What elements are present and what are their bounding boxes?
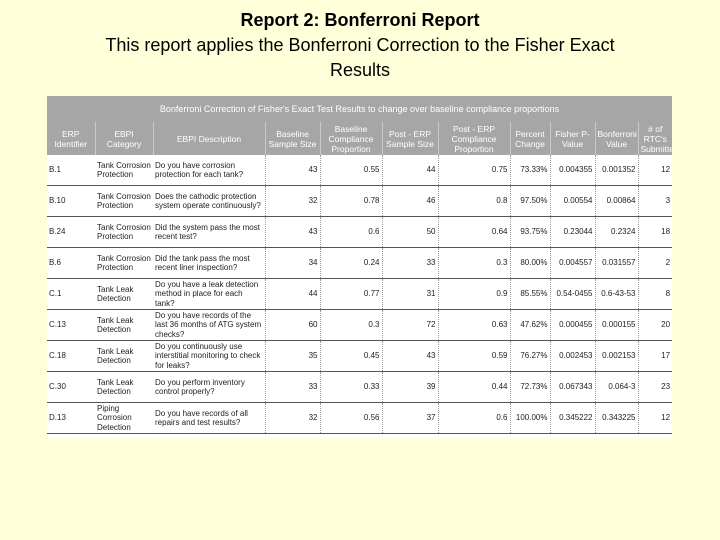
table-cell: 100.00% — [510, 403, 550, 434]
column-header: Percent Change — [510, 122, 550, 155]
table-cell: 0.8 — [438, 186, 510, 217]
column-header: Baseline Sample Size — [265, 122, 320, 155]
table-cell: 85.55% — [510, 279, 550, 310]
table-row — [47, 403, 672, 434]
table-cell: 0.002453 — [550, 341, 595, 372]
table-cell: Did the tank pass the most recent liner inspection? — [153, 248, 265, 279]
table-row — [47, 310, 672, 341]
table-cell: 93.75% — [510, 217, 550, 248]
table-cell: Piping Corrosion Detection — [95, 403, 153, 434]
table-cell: 31 — [382, 279, 438, 310]
table-cell: 0.2324 — [595, 217, 638, 248]
table-row — [47, 155, 672, 186]
table-cell: 47.62% — [510, 310, 550, 341]
table-cell: 0.004355 — [550, 155, 595, 186]
table-row — [47, 372, 672, 403]
table-cell: C.30 — [47, 372, 95, 403]
table-cell: 46 — [382, 186, 438, 217]
column-header: # of RTC's Submitted — [638, 122, 672, 155]
table-cell: C.1 — [47, 279, 95, 310]
column-header: ERP Identifier — [47, 122, 95, 155]
table-cell: C.13 — [47, 310, 95, 341]
table-cell: 43 — [265, 217, 320, 248]
table-cell: Tank Leak Detection — [95, 310, 153, 341]
table-cell: Tank Corrosion Protection — [95, 248, 153, 279]
table-cell: 0.067343 — [550, 372, 595, 403]
table-cell: 0.63 — [438, 310, 510, 341]
table-cell: 32 — [265, 403, 320, 434]
table-row — [47, 341, 672, 372]
table-cell: 23 — [638, 372, 672, 403]
table-cell: Do you have records of the last 36 months of ATG system checks? — [153, 310, 265, 341]
bonferroni-table — [47, 96, 679, 434]
table-cell: Tank Leak Detection — [95, 341, 153, 372]
table-cell: 50 — [382, 217, 438, 248]
table-row — [47, 248, 672, 279]
title-line-2: This report applies the Bonferroni Correction to the Fisher Exact — [105, 35, 615, 55]
column-header: EBPI Category — [95, 122, 153, 155]
table-cell: 32 — [265, 186, 320, 217]
table-cell: 12 — [638, 403, 672, 434]
title-line-3: Results — [329, 60, 391, 80]
table-cell: Do you have corrosion protection for each tank? — [153, 155, 265, 186]
table-cell: Tank Corrosion Protection — [95, 186, 153, 217]
table-cell: Tank Corrosion Protection — [95, 217, 153, 248]
table-cell: 17 — [638, 341, 672, 372]
table-cell: 0.64 — [438, 217, 510, 248]
table-cell: 73.33% — [510, 155, 550, 186]
column-header: Bonferroni Value — [595, 122, 638, 155]
table-cell: 0.56 — [320, 403, 382, 434]
table-cell: 39 — [382, 372, 438, 403]
table-cell: 44 — [265, 279, 320, 310]
title-line-1: Report 2: Bonferroni Report — [240, 10, 480, 30]
table-cell: 72 — [382, 310, 438, 341]
table-cell: 0.54-0455 — [550, 279, 595, 310]
table-cell: 20 — [638, 310, 672, 341]
table-cell: D.13 — [47, 403, 95, 434]
table-cell: 76.27% — [510, 341, 550, 372]
table-cell: Do you perform inventory control properly? — [153, 372, 265, 403]
table-cell: 37 — [382, 403, 438, 434]
table-cell: 43 — [265, 155, 320, 186]
table-cell: 0.000455 — [550, 310, 595, 341]
table-cell: 97.50% — [510, 186, 550, 217]
table-cell: 0.78 — [320, 186, 382, 217]
table-cell: 2 — [638, 248, 672, 279]
table-cell: 0.77 — [320, 279, 382, 310]
column-header: Post - ERP Compliance Proportion — [438, 122, 510, 155]
table-cell: 0.9 — [438, 279, 510, 310]
table-cell: 33 — [382, 248, 438, 279]
table-cell: 35 — [265, 341, 320, 372]
table-cell: 0.75 — [438, 155, 510, 186]
table-cell: Do you have records of all repairs and test results? — [153, 403, 265, 434]
table-cell: 0.00554 — [550, 186, 595, 217]
column-header: EBPI Description — [153, 122, 265, 155]
table-body — [47, 155, 672, 434]
table-cell: 0.44 — [438, 372, 510, 403]
table-cell: 0.345222 — [550, 403, 595, 434]
table-cell: 0.3 — [438, 248, 510, 279]
table-cell: C.18 — [47, 341, 95, 372]
table-cell: 3 — [638, 186, 672, 217]
table-cell: 44 — [382, 155, 438, 186]
table-cell: 0.001352 — [595, 155, 638, 186]
column-header: Fisher P-Value — [550, 122, 595, 155]
table-cell: 80.00% — [510, 248, 550, 279]
table-cell: 8 — [638, 279, 672, 310]
table-cell: 0.55 — [320, 155, 382, 186]
table-cell: Tank Corrosion Protection — [95, 155, 153, 186]
table-cell: Tank Leak Detection — [95, 372, 153, 403]
table-cell: Do you continuously use interstitial monitoring to check for leaks? — [153, 341, 265, 372]
table-cell: B.24 — [47, 217, 95, 248]
table-cell: 0.45 — [320, 341, 382, 372]
table-row — [47, 217, 672, 248]
report-title — [0, 8, 720, 83]
table-header-row — [47, 122, 672, 155]
table-cell: 0.004557 — [550, 248, 595, 279]
table-cell: 0.6 — [438, 403, 510, 434]
table-cell: Does the cathodic protection system operate continuously? — [153, 186, 265, 217]
table-banner: Bonferroni Correction of Fisher's Exact Test Results to change over baseline compliance proportions — [47, 96, 672, 122]
table-cell: Tank Leak Detection — [95, 279, 153, 310]
table-cell: B.6 — [47, 248, 95, 279]
table-cell: 0.031557 — [595, 248, 638, 279]
table-cell: B.1 — [47, 155, 95, 186]
table-cell: Did the system pass the most recent test? — [153, 217, 265, 248]
column-header: Post - ERP Sample Size — [382, 122, 438, 155]
column-header: Baseline Compliance Proportion — [320, 122, 382, 155]
table-cell: 72.73% — [510, 372, 550, 403]
table-row — [47, 279, 672, 310]
table-cell: B.10 — [47, 186, 95, 217]
table-cell: 0.33 — [320, 372, 382, 403]
table-cell: Do you have a leak detection method in place for each tank? — [153, 279, 265, 310]
table-cell: 0.064-3 — [595, 372, 638, 403]
table-cell: 0.6-43-53 — [595, 279, 638, 310]
table-cell: 18 — [638, 217, 672, 248]
table-cell: 0.6 — [320, 217, 382, 248]
table-cell: 43 — [382, 341, 438, 372]
table-cell: 60 — [265, 310, 320, 341]
table-cell: 0.343225 — [595, 403, 638, 434]
table-cell: 0.23044 — [550, 217, 595, 248]
table-cell: 0.002153 — [595, 341, 638, 372]
table-cell: 34 — [265, 248, 320, 279]
table-cell: 0.59 — [438, 341, 510, 372]
table-row — [47, 186, 672, 217]
bonferroni-table-image — [47, 96, 679, 437]
table-cell: 12 — [638, 155, 672, 186]
table-cell: 0.000155 — [595, 310, 638, 341]
table-cell: 0.00864 — [595, 186, 638, 217]
table-cell: 33 — [265, 372, 320, 403]
table-cell: 0.24 — [320, 248, 382, 279]
table-cell: 0.3 — [320, 310, 382, 341]
